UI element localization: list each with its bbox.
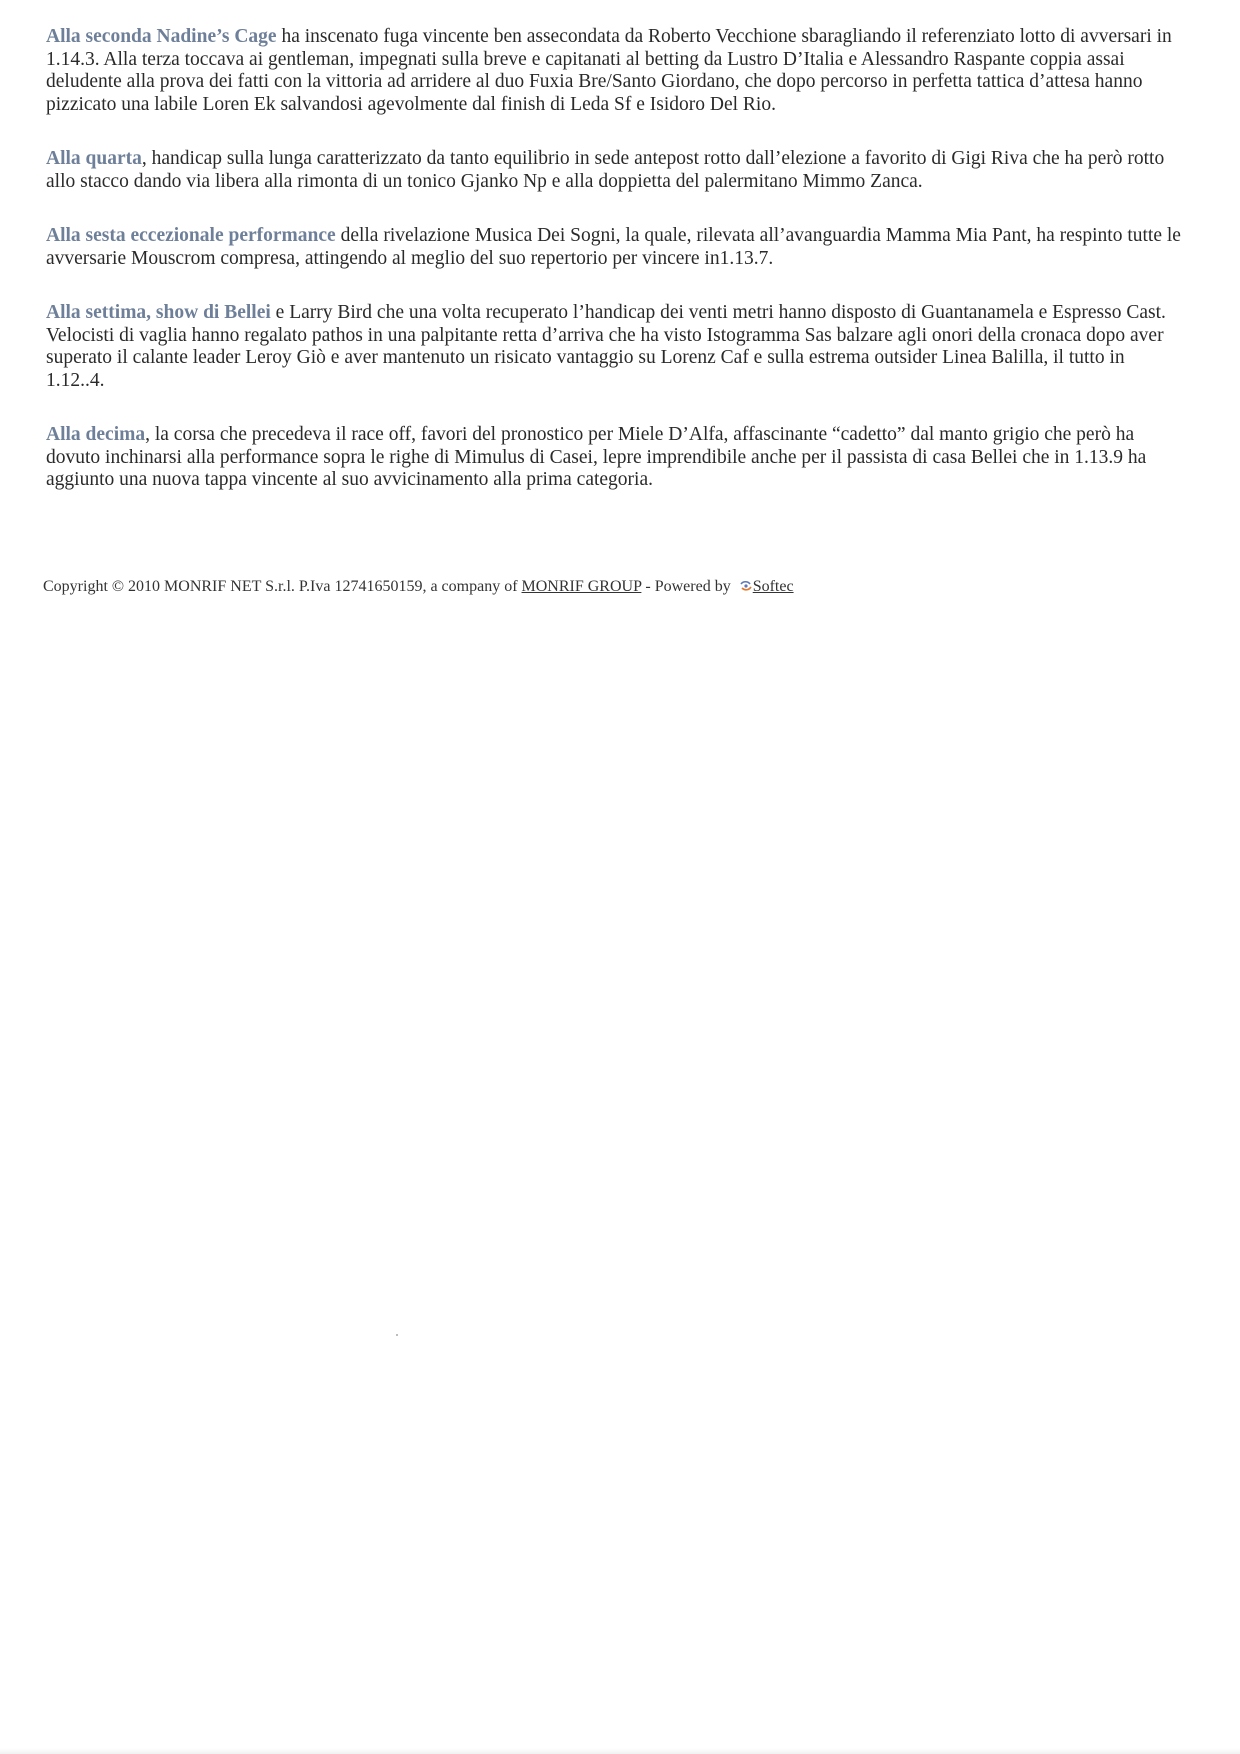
softec-link[interactable]: Softec <box>752 578 794 595</box>
paragraph-text: della rivelazione Musica Dei Sogni, la quale, rilevata all’avanguardia Mamma Mia Pant, ha respinto tutte le avversarie Mouscrom compresa, attingendo al meglio del suo repertorio per vincere in1.13.7. <box>46 225 1181 269</box>
paragraph-lead: Alla settima, show di Bellei <box>46 302 271 323</box>
paragraph-text: e Larry Bird che una volta recuperato l’handicap dei venti metri hanno disposto di Guantanamela e Espresso Cast. Velocisti di vaglia hanno regalato pathos in una palpitante retta d’arriva che ha visto Istogramma Sas balzare agli onori della cronaca dopo aver superato il calante leader Leroy Giò e aver mantenuto un risicato vantaggio su Lorenz Caf e sulla estrema outsider Linea Balilla, il tutto in 1.12..4. <box>46 302 1166 391</box>
paragraph-lead: Alla decima <box>46 424 146 445</box>
paragraph-quarta <box>46 148 1184 193</box>
scan-speck <box>396 1334 398 1336</box>
paragraph-lead: Alla quarta <box>46 148 142 169</box>
copyright-text: Copyright © 2010 MONRIF NET S.r.l. P.Iva 12741650159, a company of <box>43 578 522 595</box>
paragraph-text: ha inscenato fuga vincente ben assecondata da Roberto Vecchione sbaragliando il referenziato lotto di avversari in 1.14.3. Alla terza toccava ai gentleman, impegnati sulla breve e capitanati al betting da Lustro D’Italia e Alessandro Raspante coppia assai deludente alla prova dei fatti con la vittoria ad arridere al duo Fuxia Bre/Santo Giordano, che dopo percorso in perfetta tattica d’attesa hanno pizzicato una labile Loren Ek salvandosi agevolmente dal finish di Leda Sf e Isidoro Del Rio. <box>46 26 1172 115</box>
softec-logo-icon <box>739 578 753 590</box>
copyright-footer <box>43 577 794 597</box>
powered-by-text: - Powered by <box>641 578 735 595</box>
paragraph-sesta <box>46 225 1184 270</box>
paragraph-seconda <box>46 26 1184 116</box>
paragraph-lead: Alla sesta eccezionale performance <box>46 225 336 246</box>
page-bottom-edge <box>0 1748 1240 1754</box>
paragraph-text: , la corsa che precedeva il race off, favori del pronostico per Miele D’Alfa, affascinante “cadetto” dal manto grigio che però ha dovuto inchinarsi alla performance sopra le righe di Mimulus di Casei, lepre imprendibile anche per il passista di casa Bellei che in 1.13.9 ha aggiunto una nuova tappa vincente al suo avvicinamento alla prima categoria. <box>46 424 1147 490</box>
paragraph-settima <box>46 302 1184 392</box>
article-body <box>46 26 1184 524</box>
paragraph-lead: Alla seconda Nadine’s Cage <box>46 26 277 47</box>
paragraph-decima <box>46 424 1184 492</box>
monrif-group-link[interactable]: MONRIF GROUP <box>521 578 642 595</box>
paragraph-text: , handicap sulla lunga caratterizzato da tanto equilibrio in sede antepost rotto dall’elezione a favorito di Gigi Riva che ha però rotto allo stacco dando via libera alla rimonta di un tonico Gjanko Np e alla doppietta del palermitano Mimmo Zanca. <box>46 148 1165 192</box>
